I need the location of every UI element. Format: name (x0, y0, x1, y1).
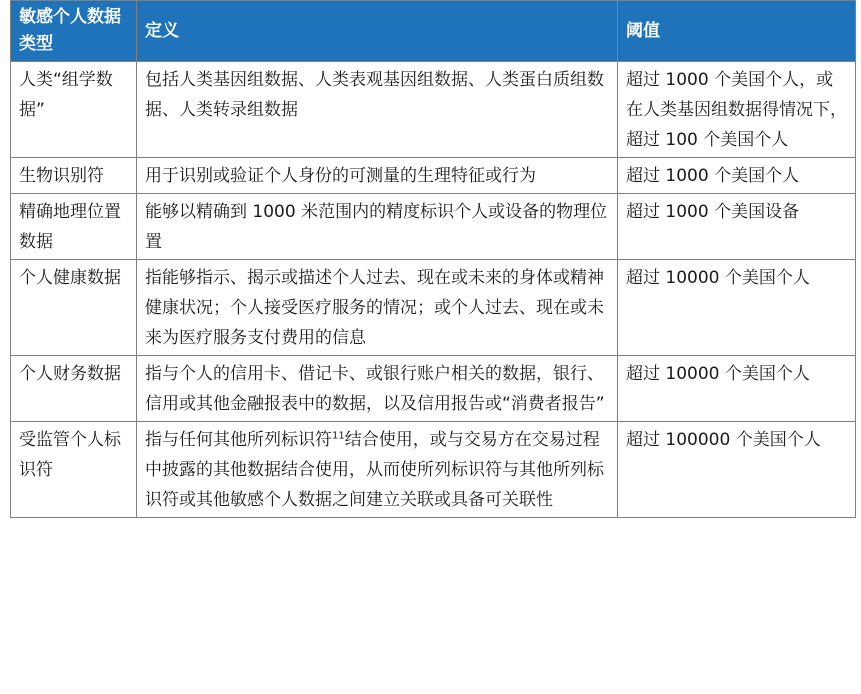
cell-definition: 指与个人的信用卡、借记卡、或银行账户相关的数据，银行、信用或其他金融报表中的数据，以及信用报告或“消费者报告” (137, 356, 618, 422)
cell-data-type: 人类“组学数据” (11, 62, 137, 158)
table-row (11, 194, 856, 260)
sensitive-data-table (10, 0, 856, 518)
cell-definition: 指能够指示、揭示或描述个人过去、现在或未来的身体或精神健康状况；个人接受医疗服务的情况；或个人过去、现在或未来为医疗服务支付费用的信息 (137, 260, 618, 356)
header-definition: 定义 (137, 1, 618, 62)
table-row (11, 260, 856, 356)
table-row (11, 158, 856, 194)
header-data-type: 敏感个人数据类型 (11, 1, 137, 62)
table-header-row (11, 1, 856, 62)
cell-data-type: 生物识别符 (11, 158, 137, 194)
cell-threshold: 超过 1000 个美国个人，或在人类基因组数据得情况下，超过 100 个美国个人 (618, 62, 856, 158)
definition-text-after: 结合使用，或与交易方在交易过程中披露的其他数据结合使用，从而使所列标识符与其他所列标识符或其他敏感个人数据之间建立关联或具备可关联性 (145, 430, 604, 510)
cell-definition: 包括人类基因组数据、人类表观基因组数据、人类蛋白质组数据、人类转录组数据 (137, 62, 618, 158)
cell-data-type: 个人健康数据 (11, 260, 137, 356)
cell-threshold: 超过 1000 个美国设备 (618, 194, 856, 260)
header-threshold: 阈值 (618, 1, 856, 62)
table-row (11, 356, 856, 422)
cell-threshold: 超过 1000 个美国个人 (618, 158, 856, 194)
cell-threshold: 超过 100000 个美国个人 (618, 422, 856, 518)
cell-definition: 用于识别或验证个人身份的可测量的生理特征或行为 (137, 158, 618, 194)
table-row (11, 422, 856, 518)
cell-threshold: 超过 10000 个美国个人 (618, 260, 856, 356)
cell-definition (137, 422, 618, 518)
cell-data-type: 受监管个人标识符 (11, 422, 137, 518)
table-row (11, 62, 856, 158)
cell-data-type: 个人财务数据 (11, 356, 137, 422)
cell-threshold: 超过 10000 个美国个人 (618, 356, 856, 422)
definition-text-before: 指与任何其他所列标识符 (145, 430, 332, 450)
cell-data-type: 精确地理位置数据 (11, 194, 137, 260)
cell-definition: 能够以精确到 1000 米范围内的精度标识个人或设备的物理位置 (137, 194, 618, 260)
footnote-reference[interactable]: 11 (332, 430, 345, 442)
